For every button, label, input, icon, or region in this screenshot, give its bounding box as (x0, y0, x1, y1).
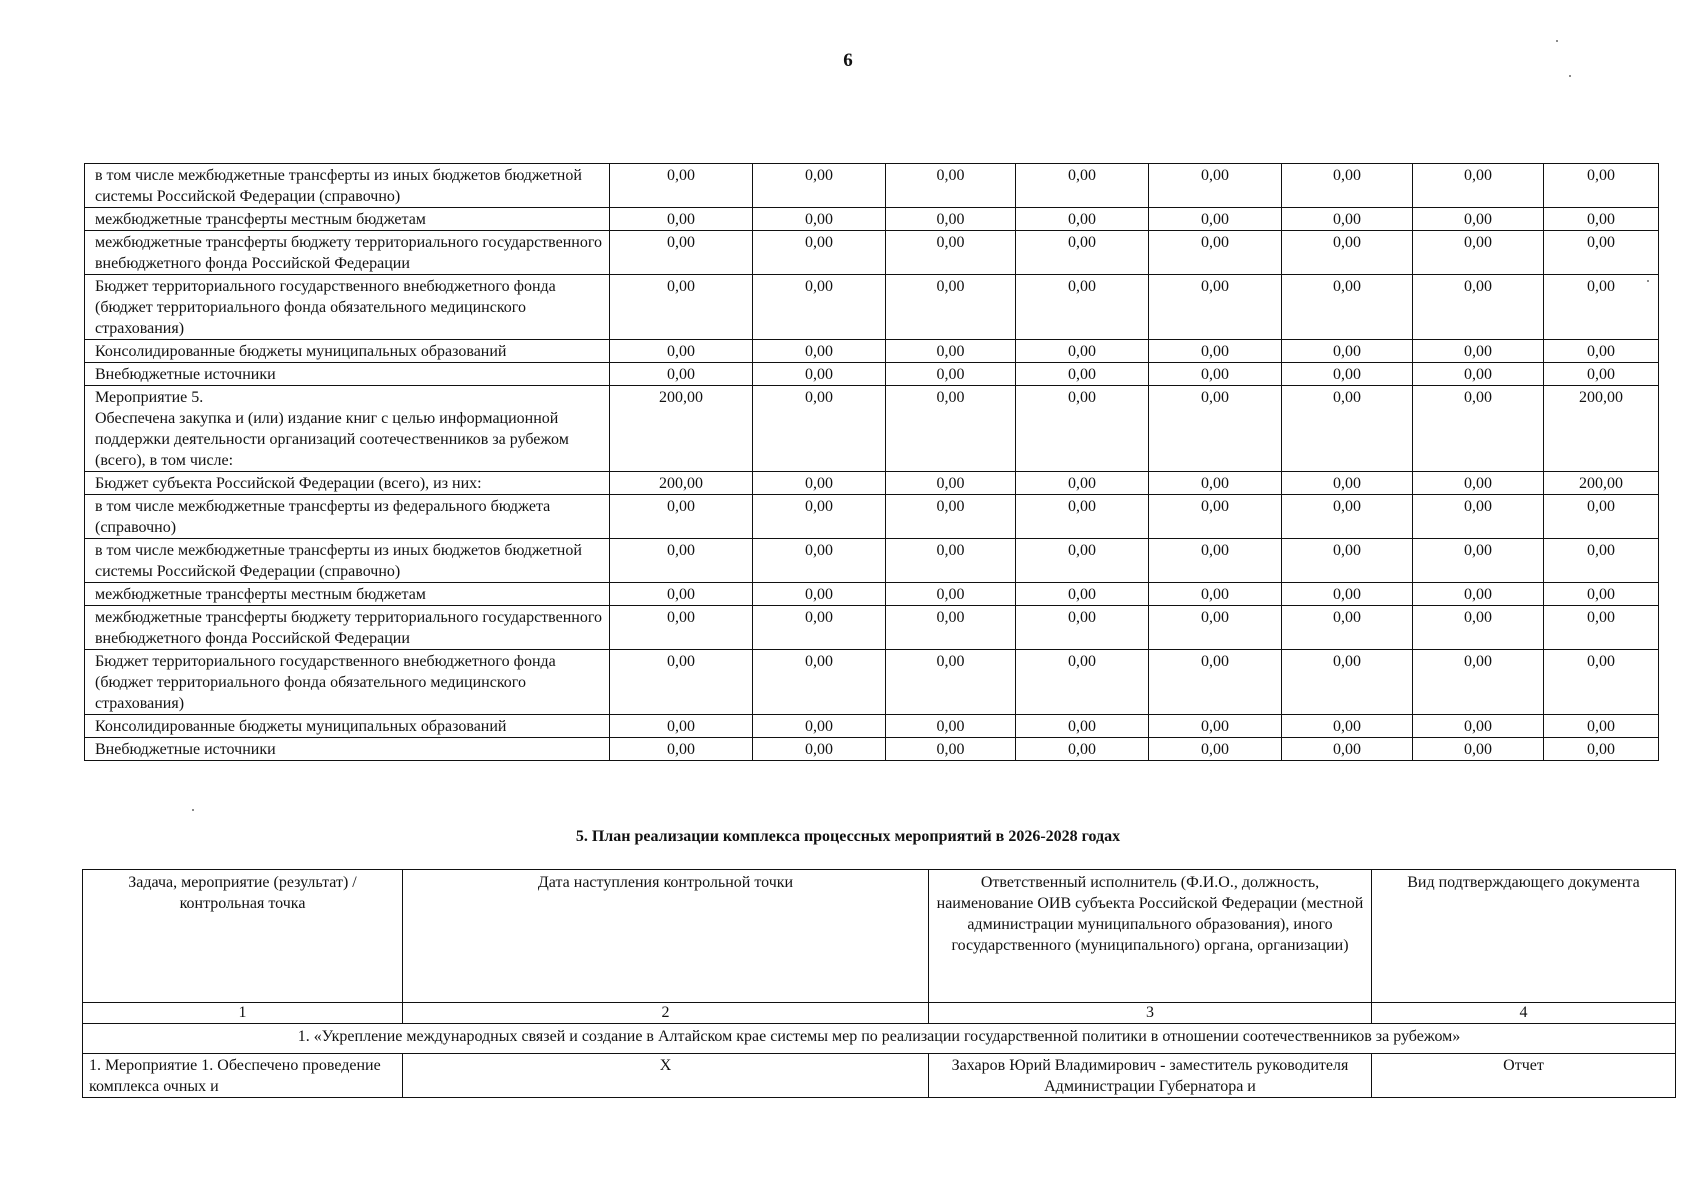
value-cell: 0,00 (886, 495, 1016, 539)
finance-row (85, 606, 1659, 650)
value-cell: 0,00 (1016, 606, 1149, 650)
finance-table-body (85, 164, 1659, 761)
task-row (83, 1024, 1676, 1054)
value-cell: 0,00 (1413, 539, 1544, 583)
value-cell: 0,00 (886, 208, 1016, 231)
value-cell: 0,00 (1544, 275, 1659, 340)
value-cell: 0,00 (1413, 275, 1544, 340)
value-cell: 0,00 (610, 539, 753, 583)
value-cell: 0,00 (1282, 386, 1413, 472)
value-cell: 0,00 (1544, 738, 1659, 761)
value-cell: 0,00 (1544, 231, 1659, 275)
value-cell: 0,00 (1016, 208, 1149, 231)
value-cell: 0,00 (1282, 539, 1413, 583)
scan-speck (1569, 75, 1571, 77)
value-cell: 0,00 (610, 583, 753, 606)
value-cell: 0,00 (1282, 606, 1413, 650)
value-cell: 0,00 (753, 583, 886, 606)
value-cell: 0,00 (1149, 495, 1282, 539)
column-number-row (83, 1003, 1676, 1024)
value-cell: 0,00 (610, 650, 753, 715)
value-cell: 0,00 (1544, 606, 1659, 650)
value-cell: 200,00 (610, 472, 753, 495)
row-label: в том числе межбюджетные трансферты из федерального бюджета (справочно) (85, 495, 610, 539)
finance-row (85, 208, 1659, 231)
value-cell: 0,00 (1413, 583, 1544, 606)
column-number: 1 (83, 1003, 403, 1024)
value-cell: 0,00 (1149, 386, 1282, 472)
value-cell: 0,00 (610, 363, 753, 386)
value-cell: 0,00 (1016, 583, 1149, 606)
value-cell: 0,00 (1149, 164, 1282, 208)
value-cell: 0,00 (1544, 715, 1659, 738)
value-cell: 0,00 (610, 738, 753, 761)
value-cell: 0,00 (886, 340, 1016, 363)
value-cell: 0,00 (886, 738, 1016, 761)
value-cell: 0,00 (886, 164, 1016, 208)
value-cell: 0,00 (1282, 472, 1413, 495)
finance-table (84, 163, 1659, 761)
value-cell: 0,00 (1413, 208, 1544, 231)
value-cell: 200,00 (610, 386, 753, 472)
value-cell: 0,00 (1282, 231, 1413, 275)
column-number: 2 (403, 1003, 929, 1024)
value-cell: 0,00 (1282, 340, 1413, 363)
row-label: Внебюджетные источники (85, 363, 610, 386)
value-cell: 0,00 (886, 650, 1016, 715)
value-cell: 0,00 (886, 583, 1016, 606)
value-cell: 0,00 (1016, 340, 1149, 363)
executor-cell: Захаров Юрий Владимирович - заместитель руководителя Администрации Губернатора и (929, 1054, 1372, 1098)
value-cell: 0,00 (1544, 164, 1659, 208)
value-cell: 0,00 (1413, 472, 1544, 495)
value-cell: 0,00 (1149, 472, 1282, 495)
finance-row (85, 650, 1659, 715)
value-cell: 0,00 (1544, 650, 1659, 715)
value-cell: 0,00 (753, 539, 886, 583)
value-cell: 0,00 (886, 363, 1016, 386)
value-cell: 0,00 (1016, 275, 1149, 340)
scan-speck (1556, 40, 1558, 42)
scan-speck (192, 809, 194, 811)
row-label: Бюджет территориального государственного внебюджетного фонда (бюджет территориального фонда обязательного медицинского страхования) (85, 275, 610, 340)
header-task: Задача, мероприятие (результат) / контрольная точка (83, 870, 403, 1003)
value-cell: 0,00 (1149, 231, 1282, 275)
header-date: Дата наступления контрольной точки (403, 870, 929, 1003)
value-cell: 0,00 (1413, 386, 1544, 472)
value-cell: 0,00 (1149, 363, 1282, 386)
row-label-line: Обеспечена закупка и (или) издание книг с целью информационной поддержки деятельности организаций соотечественников за рубежом (всего), в том числе: (95, 410, 569, 469)
column-number: 4 (1372, 1003, 1676, 1024)
value-cell: 0,00 (886, 386, 1016, 472)
value-cell: 0,00 (886, 275, 1016, 340)
value-cell: 0,00 (1544, 340, 1659, 363)
value-cell: 0,00 (1282, 275, 1413, 340)
activity-cell: 1. Мероприятие 1. Обеспечено проведение комплекса очных и (83, 1054, 403, 1098)
value-cell: 0,00 (753, 495, 886, 539)
value-cell: 0,00 (753, 340, 886, 363)
value-cell: 0,00 (1016, 472, 1149, 495)
value-cell: 0,00 (1413, 495, 1544, 539)
value-cell: 0,00 (1413, 363, 1544, 386)
value-cell: 0,00 (1016, 386, 1149, 472)
finance-row (85, 715, 1659, 738)
row-label: в том числе межбюджетные трансферты из иных бюджетов бюджетной системы Российской Федерации (справочно) (85, 539, 610, 583)
value-cell: 0,00 (1282, 715, 1413, 738)
value-cell: 0,00 (886, 472, 1016, 495)
value-cell: 0,00 (886, 539, 1016, 583)
task-title: 1. «Укрепление международных связей и создание в Алтайском крае системы мер по реализации государственной политики в отношении соотечественников за рубежом» (83, 1024, 1676, 1054)
page-number: 6 (843, 50, 853, 71)
value-cell: 0,00 (753, 606, 886, 650)
finance-row (85, 539, 1659, 583)
finance-row (85, 363, 1659, 386)
value-cell: 0,00 (1282, 363, 1413, 386)
row-label: межбюджетные трансферты местным бюджетам (85, 208, 610, 231)
row-label: межбюджетные трансферты местным бюджетам (85, 583, 610, 606)
finance-row (85, 472, 1659, 495)
value-cell: 0,00 (1282, 164, 1413, 208)
value-cell: 0,00 (1282, 650, 1413, 715)
value-cell: 0,00 (610, 340, 753, 363)
value-cell: 0,00 (753, 715, 886, 738)
finance-row (85, 738, 1659, 761)
finance-row (85, 164, 1659, 208)
value-cell: 0,00 (753, 472, 886, 495)
value-cell: 0,00 (1413, 340, 1544, 363)
value-cell: 0,00 (1149, 275, 1282, 340)
plan-header-row (83, 870, 1676, 1003)
column-number: 3 (929, 1003, 1372, 1024)
value-cell: 0,00 (753, 275, 886, 340)
value-cell: 0,00 (610, 715, 753, 738)
value-cell: 0,00 (1016, 715, 1149, 738)
row-label: Бюджет субъекта Российской Федерации (всего), из них: (85, 472, 610, 495)
row-label: Внебюджетные источники (85, 738, 610, 761)
value-cell: 0,00 (1544, 495, 1659, 539)
value-cell: 0,00 (1016, 539, 1149, 583)
value-cell: 0,00 (610, 275, 753, 340)
value-cell: 0,00 (753, 164, 886, 208)
row-label: межбюджетные трансферты бюджету территориального государственного внебюджетного фонда Российской Федерации (85, 606, 610, 650)
finance-row (85, 231, 1659, 275)
value-cell: 0,00 (610, 495, 753, 539)
value-cell: 0,00 (1413, 715, 1544, 738)
value-cell: 0,00 (1016, 650, 1149, 715)
value-cell: 0,00 (753, 208, 886, 231)
header-document: Вид подтверждающего документа (1372, 870, 1676, 1003)
value-cell: 200,00 (1544, 386, 1659, 472)
header-executor: Ответственный исполнитель (Ф.И.О., должность, наименование ОИВ субъекта Российской Федерации (местной администрации муниципального образования), иного государственного (муниципального) органа, организации) (929, 870, 1372, 1003)
value-cell: 200,00 (1544, 472, 1659, 495)
value-cell: 0,00 (753, 738, 886, 761)
value-cell: 0,00 (753, 386, 886, 472)
row-label: Бюджет территориального государственного внебюджетного фонда (бюджет территориального фонда обязательного медицинского страхования) (85, 650, 610, 715)
row-label: Консолидированные бюджеты муниципальных образований (85, 340, 610, 363)
value-cell: 0,00 (1544, 539, 1659, 583)
value-cell: 0,00 (1149, 539, 1282, 583)
value-cell: 0,00 (886, 715, 1016, 738)
value-cell: 0,00 (1544, 363, 1659, 386)
row-label: в том числе межбюджетные трансферты из иных бюджетов бюджетной системы Российской Федерации (справочно) (85, 164, 610, 208)
value-cell: 0,00 (610, 208, 753, 231)
finance-row (85, 275, 1659, 340)
value-cell: 0,00 (886, 231, 1016, 275)
value-cell: 0,00 (1544, 208, 1659, 231)
value-cell: 0,00 (753, 363, 886, 386)
finance-row (85, 583, 1659, 606)
row-label-line: Мероприятие 5. (95, 389, 204, 406)
value-cell: 0,00 (610, 231, 753, 275)
value-cell: 0,00 (753, 231, 886, 275)
value-cell: 0,00 (1016, 738, 1149, 761)
value-cell: 0,00 (1282, 495, 1413, 539)
value-cell: 0,00 (886, 606, 1016, 650)
value-cell: 0,00 (1149, 208, 1282, 231)
date-cell: X (403, 1054, 929, 1098)
value-cell: 0,00 (1413, 606, 1544, 650)
value-cell: 0,00 (1016, 495, 1149, 539)
value-cell: 0,00 (1016, 164, 1149, 208)
section-title: 5. План реализации комплекса процессных мероприятий в 2026-2028 годах (575, 828, 1121, 845)
row-label: Консолидированные бюджеты муниципальных образований (85, 715, 610, 738)
value-cell: 0,00 (610, 606, 753, 650)
value-cell: 0,00 (1149, 650, 1282, 715)
value-cell: 0,00 (1149, 340, 1282, 363)
row-label (85, 386, 610, 472)
value-cell: 0,00 (1413, 650, 1544, 715)
value-cell: 0,00 (1016, 231, 1149, 275)
value-cell: 0,00 (1149, 715, 1282, 738)
value-cell: 0,00 (1016, 363, 1149, 386)
value-cell: 0,00 (1149, 583, 1282, 606)
row-label: межбюджетные трансферты бюджету территориального государственного внебюджетного фонда Российской Федерации (85, 231, 610, 275)
finance-row (85, 340, 1659, 363)
value-cell: 0,00 (1282, 583, 1413, 606)
finance-row (85, 386, 1659, 472)
value-cell: 0,00 (1413, 164, 1544, 208)
value-cell: 0,00 (1413, 231, 1544, 275)
value-cell: 0,00 (610, 164, 753, 208)
value-cell: 0,00 (1544, 583, 1659, 606)
plan-row (83, 1054, 1676, 1098)
value-cell: 0,00 (753, 650, 886, 715)
value-cell: 0,00 (1413, 738, 1544, 761)
value-cell: 0,00 (1149, 606, 1282, 650)
value-cell: 0,00 (1282, 738, 1413, 761)
plan-table (82, 869, 1676, 1098)
value-cell: 0,00 (1149, 738, 1282, 761)
value-cell: 0,00 (1282, 208, 1413, 231)
document-cell: Отчет (1372, 1054, 1676, 1098)
finance-row (85, 495, 1659, 539)
